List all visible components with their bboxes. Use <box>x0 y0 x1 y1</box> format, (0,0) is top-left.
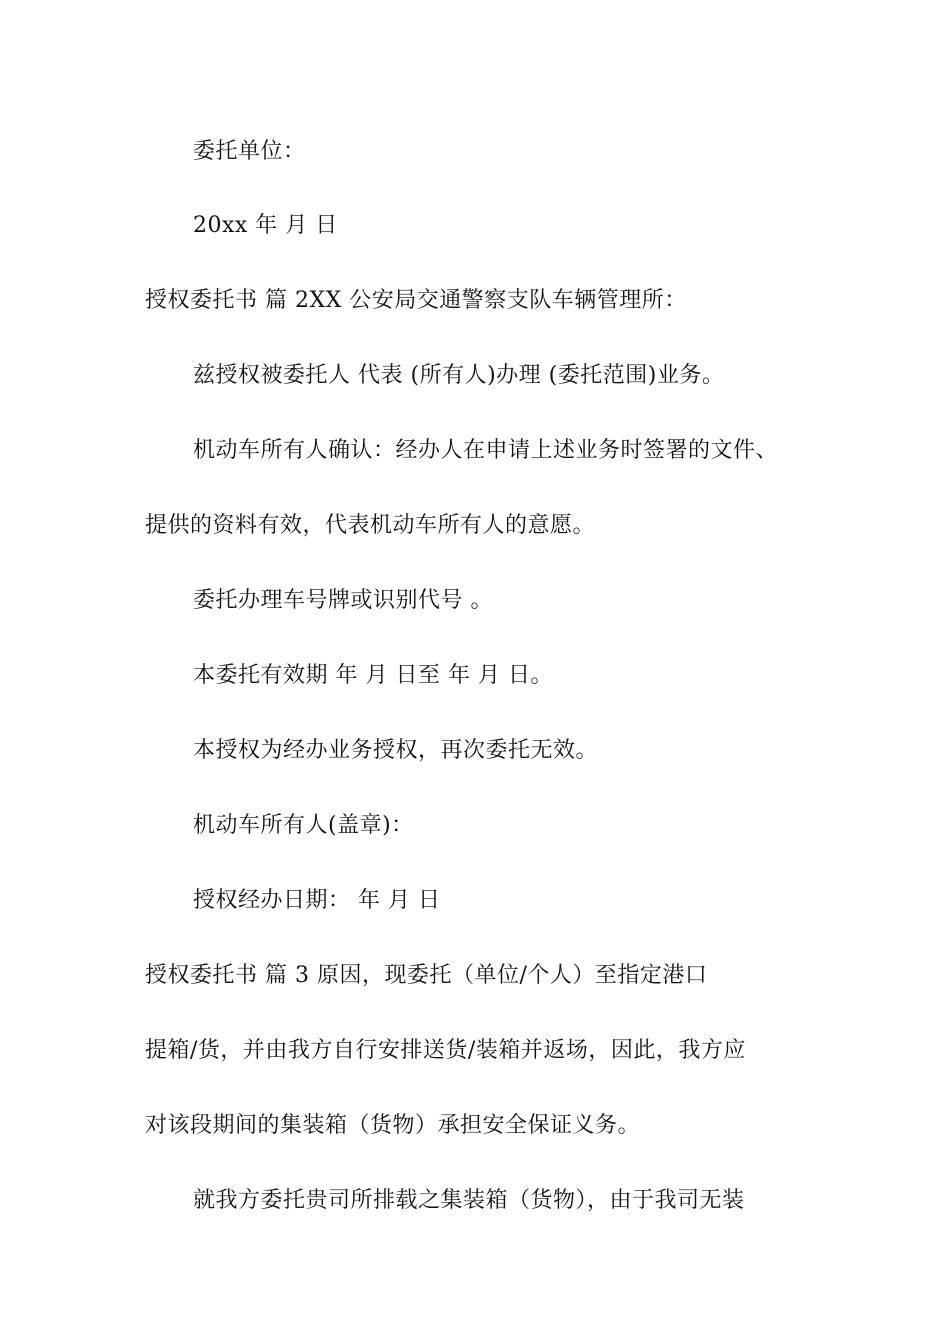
line-owner-seal: 机动车所有人(盖章)： <box>193 813 414 838</box>
line-authorization: 兹授权被委托人 代表 (所有人)办理 (委托范围)业务。 <box>193 363 725 388</box>
line-section-3-cont-3: 就我方委托贵司所排载之集装箱（货物），由于我司无装 <box>193 1188 745 1213</box>
line-plate-number: 委托办理车号牌或识别代号 。 <box>193 588 493 613</box>
line-validity-period: 本委托有效期 年 月 日至 年 月 日。 <box>193 663 553 688</box>
line-owner-confirmation: 机动车所有人确认：经办人在申请上述业务时签署的文件、 <box>193 438 779 463</box>
line-section-3-heading: 授权委托书 篇 3 原因，现委托（单位/个人）至指定港口 <box>145 963 708 988</box>
line-date: 20xx 年 月 日 <box>193 213 338 238</box>
line-handling-date: 授权经办日期： 年 月 日 <box>193 888 441 913</box>
line-owner-confirmation-cont: 提供的资料有效，代表机动车所有人的意愿。 <box>145 513 596 538</box>
line-authorization-scope: 本授权为经办业务授权，再次委托无效。 <box>193 738 599 763</box>
line-section-2-heading: 授权委托书 篇 2XX 公安局交通警察支队车辆管理所： <box>145 288 687 313</box>
line-section-3-cont-2: 对该段期间的集装箱（货物）承担安全保证义务。 <box>145 1113 641 1138</box>
line-section-3-cont-1: 提箱/货，并由我方自行安排送货/装箱并返场，因此，我方应 <box>145 1038 746 1063</box>
line-entrusting-unit: 委托单位： <box>193 139 306 164</box>
